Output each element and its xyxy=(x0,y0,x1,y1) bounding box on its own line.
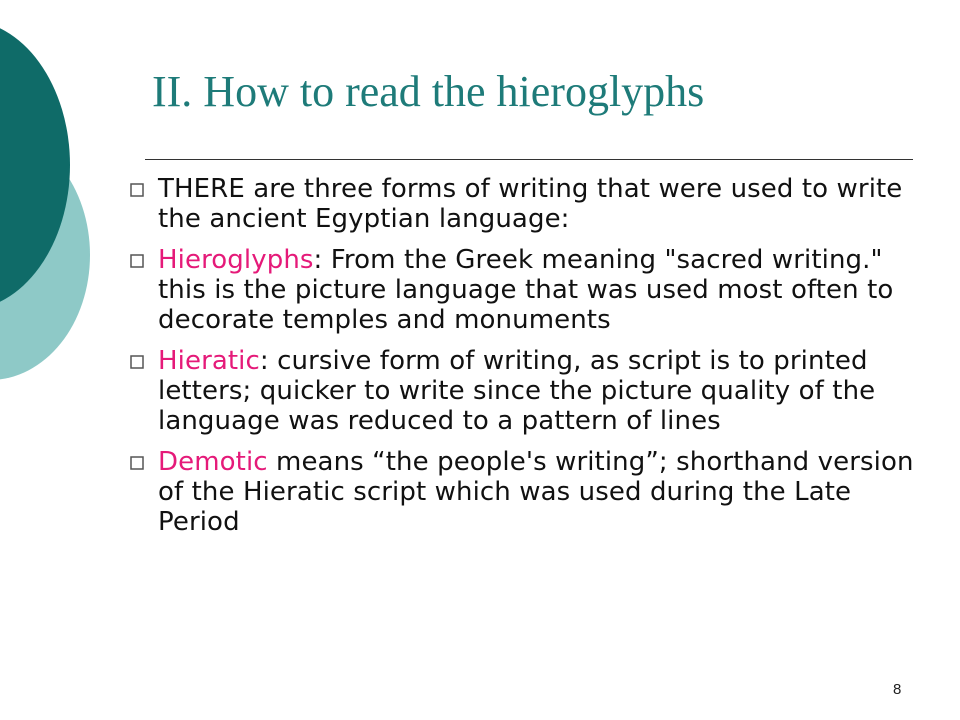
bullet-text: : cursive form of writing, as script is to printed letters; quicker to write since the picture quality of the language was reduced to a pattern of lines xyxy=(158,346,876,436)
decorative-circles xyxy=(0,0,100,720)
hollow-square-bullet-icon xyxy=(130,183,144,197)
bullet-item-hieroglyphs xyxy=(124,245,924,335)
bullet-text: THERE are three forms of writing that were used to write the ancient Egyptian language: xyxy=(158,174,903,234)
hollow-square-bullet-icon xyxy=(130,355,144,369)
bullet-text: means “the people's writing”; shorthand version of the Hieratic script which was used during the Late Period xyxy=(158,447,914,537)
bullet-list xyxy=(124,174,924,548)
bullet-item-demotic xyxy=(124,447,924,537)
hollow-square-bullet-icon xyxy=(130,254,144,268)
title-divider xyxy=(145,159,913,160)
term-hieroglyphs: Hieroglyphs xyxy=(158,245,314,275)
bullet-text: : From the Greek meaning "sacred writing." this is the picture language that was used most often to decorate temples and monuments xyxy=(158,245,894,335)
bullet-item-intro xyxy=(124,174,924,234)
bullet-item-hieratic xyxy=(124,346,924,436)
slide-title: II. How to read the hieroglyphs xyxy=(152,67,705,116)
page-number: 8 xyxy=(893,681,902,698)
term-hieratic: Hieratic xyxy=(158,346,260,376)
hollow-square-bullet-icon xyxy=(130,456,144,470)
term-demotic: Demotic xyxy=(158,447,268,477)
